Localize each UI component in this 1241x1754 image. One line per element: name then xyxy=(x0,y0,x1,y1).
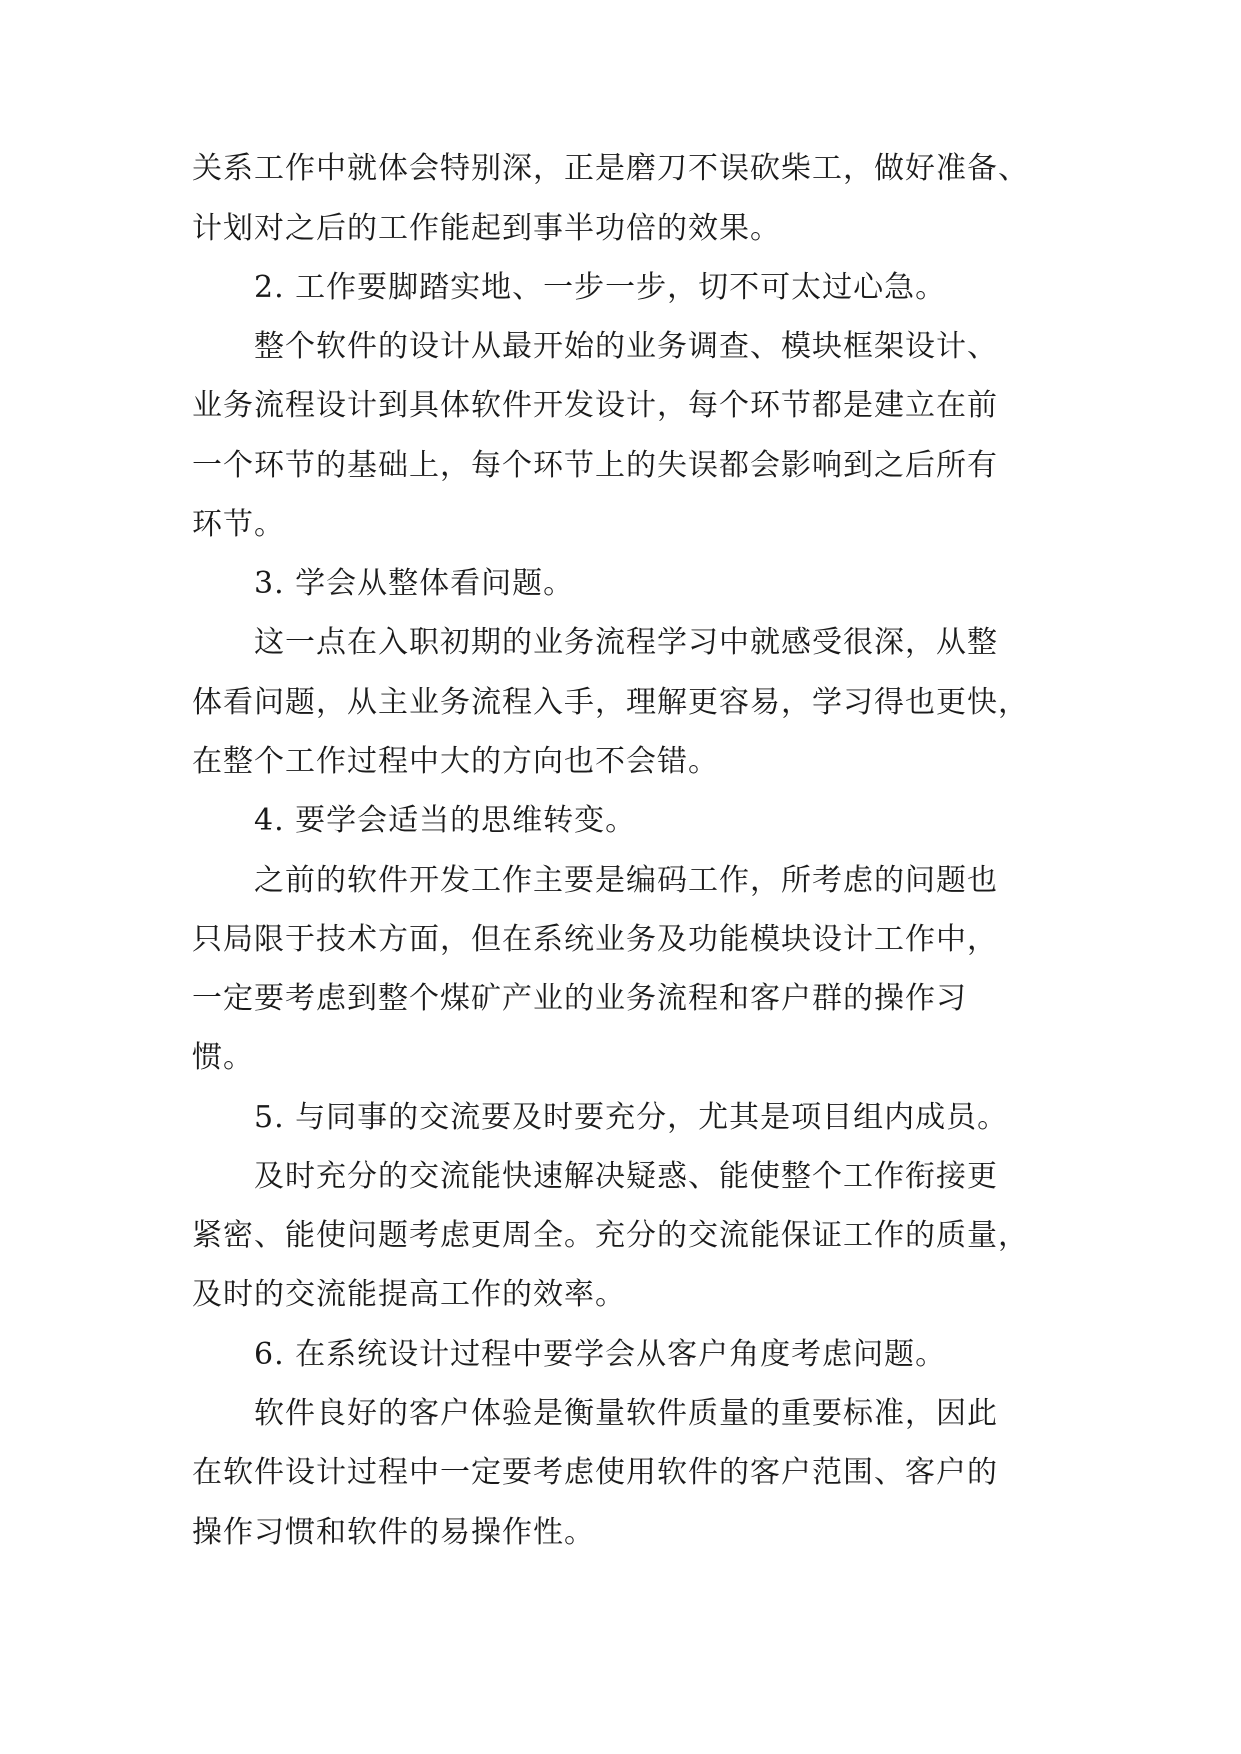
text-line: 关系工作中就体会特别深，正是磨刀不误砍柴工，做好准备、 xyxy=(192,151,1029,186)
numbered-heading: 4. 要学会适当的思维转变。 xyxy=(254,803,637,838)
text-line: 整个软件的设计从最开始的业务调查、模块框架设计、 xyxy=(254,329,998,364)
text-line: 及时充分的交流能快速解决疑惑、能使整个工作衔接更 xyxy=(254,1159,998,1194)
text-line: 一定要考虑到整个煤矿产业的业务流程和客户群的操作习 xyxy=(192,981,967,1016)
text-line: 在软件设计过程中一定要考虑使用软件的客户范围、客户的 xyxy=(192,1455,998,1490)
text-line: 操作习惯和软件的易操作性。 xyxy=(192,1515,595,1550)
numbered-heading: 6. 在系统设计过程中要学会从客户角度考虑问题。 xyxy=(254,1337,947,1372)
text-line: 惯。 xyxy=(192,1040,254,1075)
numbered-heading: 3. 学会从整体看问题。 xyxy=(254,566,575,601)
text-line: 计划对之后的工作能起到事半功倍的效果。 xyxy=(192,211,781,246)
text-line: 一个环节的基础上，每个环节上的失误都会影响到之后所有 xyxy=(192,448,998,483)
text-line: 业务流程设计到具体软件开发设计，每个环节都是建立在前 xyxy=(192,388,998,423)
text-line: 这一点在入职初期的业务流程学习中就感受很深，从整 xyxy=(254,625,998,660)
text-line: 体看问题，从主业务流程入手，理解更容易，学习得也更快， xyxy=(192,685,1029,720)
text-line: 之前的软件开发工作主要是编码工作，所考虑的问题也 xyxy=(254,863,998,898)
text-line: 只局限于技术方面，但在系统业务及功能模块设计工作中， xyxy=(192,922,998,957)
text-line: 在整个工作过程中大的方向也不会错。 xyxy=(192,744,719,779)
numbered-heading: 2. 工作要脚踏实地、一步一步，切不可太过心急。 xyxy=(254,270,947,305)
text-line: 紧密、能使问题考虑更周全。充分的交流能保证工作的质量， xyxy=(192,1218,1029,1253)
text-line: 及时的交流能提高工作的效率。 xyxy=(192,1277,626,1312)
numbered-heading: 5. 与同事的交流要及时要充分，尤其是项目组内成员。 xyxy=(254,1100,1009,1135)
text-line: 环节。 xyxy=(192,507,285,542)
text-line: 软件良好的客户体验是衡量软件质量的重要标准，因此 xyxy=(254,1396,998,1431)
